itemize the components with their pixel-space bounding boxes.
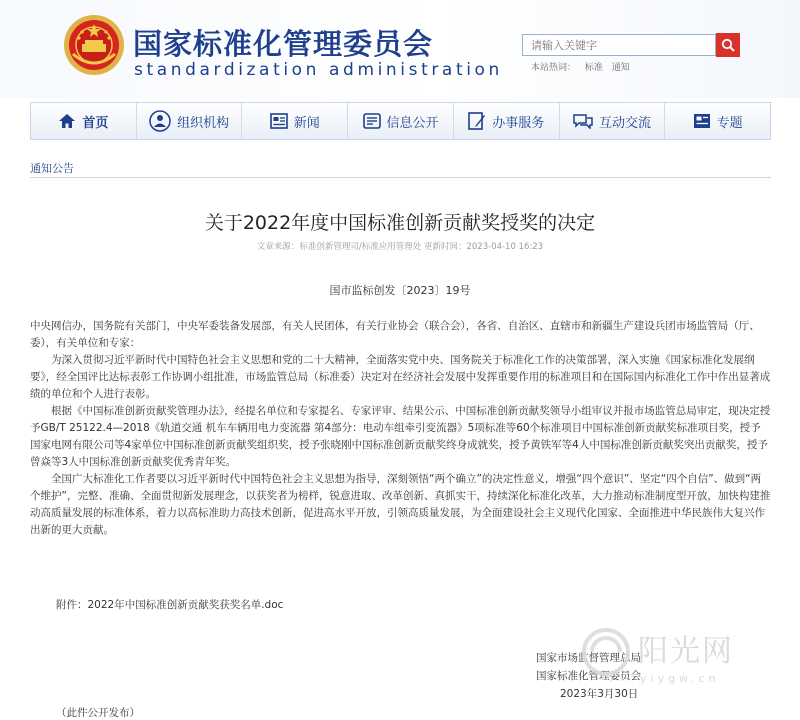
site-subtitle: standardization administration (134, 60, 503, 80)
article-body (30, 318, 771, 539)
main-nav (30, 102, 771, 140)
nav-item-news[interactable] (242, 103, 348, 139)
nav-label: 信息公开 (386, 115, 439, 131)
hot-words-label: 本站热词： (531, 63, 577, 73)
signature-org: 国家标准化管理委员会 (536, 670, 641, 682)
signature-date: 2023年3月30日 (560, 688, 639, 700)
hot-word[interactable]: 通知 (611, 63, 630, 73)
org-icon (149, 110, 171, 132)
site-title: 国家标准化管理委员会 (133, 27, 434, 61)
nav-label: 办事服务 (492, 115, 545, 131)
news-icon (270, 113, 288, 129)
nav-item-org[interactable] (137, 103, 243, 139)
nav-item-topic[interactable] (665, 103, 770, 139)
nav-label: 组织机构 (177, 115, 230, 131)
service-icon (468, 112, 486, 130)
breadcrumb-divider (30, 177, 771, 178)
nav-label: 互动交流 (598, 115, 651, 131)
hot-words (531, 60, 636, 73)
watermark-text: 阳光网 (638, 634, 734, 669)
paragraph: 全国广大标准化工作者要以习近平新时代中国特色社会主义思想为指导，深刻领悟“两个确立”的决定性意义，增强“四个意识”、坚定“四个自信”、做到“两个维护”，完整、准确、全面贯彻新发展理念，以获奖者为榜样，锐意进取、改革创新、真抓实干，持续深化标准化改革，大力推动标准制度型开放，加快构建推动高质量发展的标准体系，着力以高标准助力高技术创新，促进高水平开放，引领高质量发展，为全面建设社会主义现代化国家、全面推进中华民族伟大复兴作出新的更大贡献。 (30, 473, 771, 536)
nav-item-service[interactable] (454, 103, 560, 139)
interact-icon (573, 113, 593, 129)
search-button[interactable] (716, 33, 740, 57)
publication-note: （此件公开发布） (56, 707, 140, 719)
breadcrumb[interactable]: 通知公告 (30, 162, 74, 175)
article-meta: 文章来源：标准创新管理司/标准应用管理处 更新时间：2023-04-10 16:23 (256, 242, 544, 252)
signature-org: 国家市场监督管理总局 (536, 652, 641, 664)
document-number: 国市监标创发〔2023〕19号 (329, 284, 471, 297)
nav-label: 首页 (82, 115, 109, 131)
paragraph: 根据《中国标准创新贡献奖管理办法》，经提名单位和专家提名、专家评审、结果公示、中国标准创新贡献奖领导小组审议并报市场监管总局审定，现决定授予GB/T 25122.4—2018《轨道交通 机车车辆用电力变流器 第4部分：电动车组牵引变流器》5项标准等60个标准项目中国标准创新贡献奖标准项目奖，授予国家电网有限公司等4家单位中国标准创新贡献奖组织奖，授予张晓刚中国标准创新贡献奖终身成就奖，授予黄铁军等4人中国标准创新贡献奖突出贡献奖，授予曾焱等3人中国标准创新贡献奖优秀青年奖。 (30, 405, 771, 468)
national-emblem-icon (63, 14, 125, 76)
nav-label: 新闻 (293, 115, 320, 131)
search-input[interactable] (522, 34, 716, 56)
nav-item-home[interactable] (31, 103, 137, 139)
info-icon (363, 113, 381, 129)
hot-word[interactable]: 标准 (584, 63, 603, 73)
site-header (0, 0, 800, 98)
search-icon (721, 38, 735, 52)
attachment-link[interactable]: 附件：2022年中国标准创新贡献奖获奖名单.doc (56, 599, 284, 611)
topic-icon (693, 113, 711, 129)
nav-label: 专题 (716, 115, 743, 131)
nav-item-interact[interactable] (560, 103, 666, 139)
watermark-subtext: yiygw.cn (640, 672, 720, 685)
article-title: 关于2022年度中国标准创新贡献奖授奖的决定 (204, 212, 596, 234)
home-icon (58, 113, 76, 129)
nav-item-info[interactable] (348, 103, 454, 139)
recipients: 中央网信办，国务院有关部门，中央军委装备发展部，有关人民团体，有关行业协会（联合会），各省、自治区、直辖市和新疆生产建设兵团市场监管局（厅、委），有关单位和专家： (30, 320, 760, 349)
paragraph: 为深入贯彻习近平新时代中国特色社会主义思想和党的二十大精神，全面落实党中央、国务院关于标准化工作的决策部署，深入实施《国家标准化发展纲要》，经全国评比达标表彰工作协调小组批准，市场监管总局（标准委）决定对在经济社会发展中发挥重要作用的标准项目和在国际国内标准化工作中作出显著成绩的单位和个人进行表彰。 (30, 354, 771, 400)
